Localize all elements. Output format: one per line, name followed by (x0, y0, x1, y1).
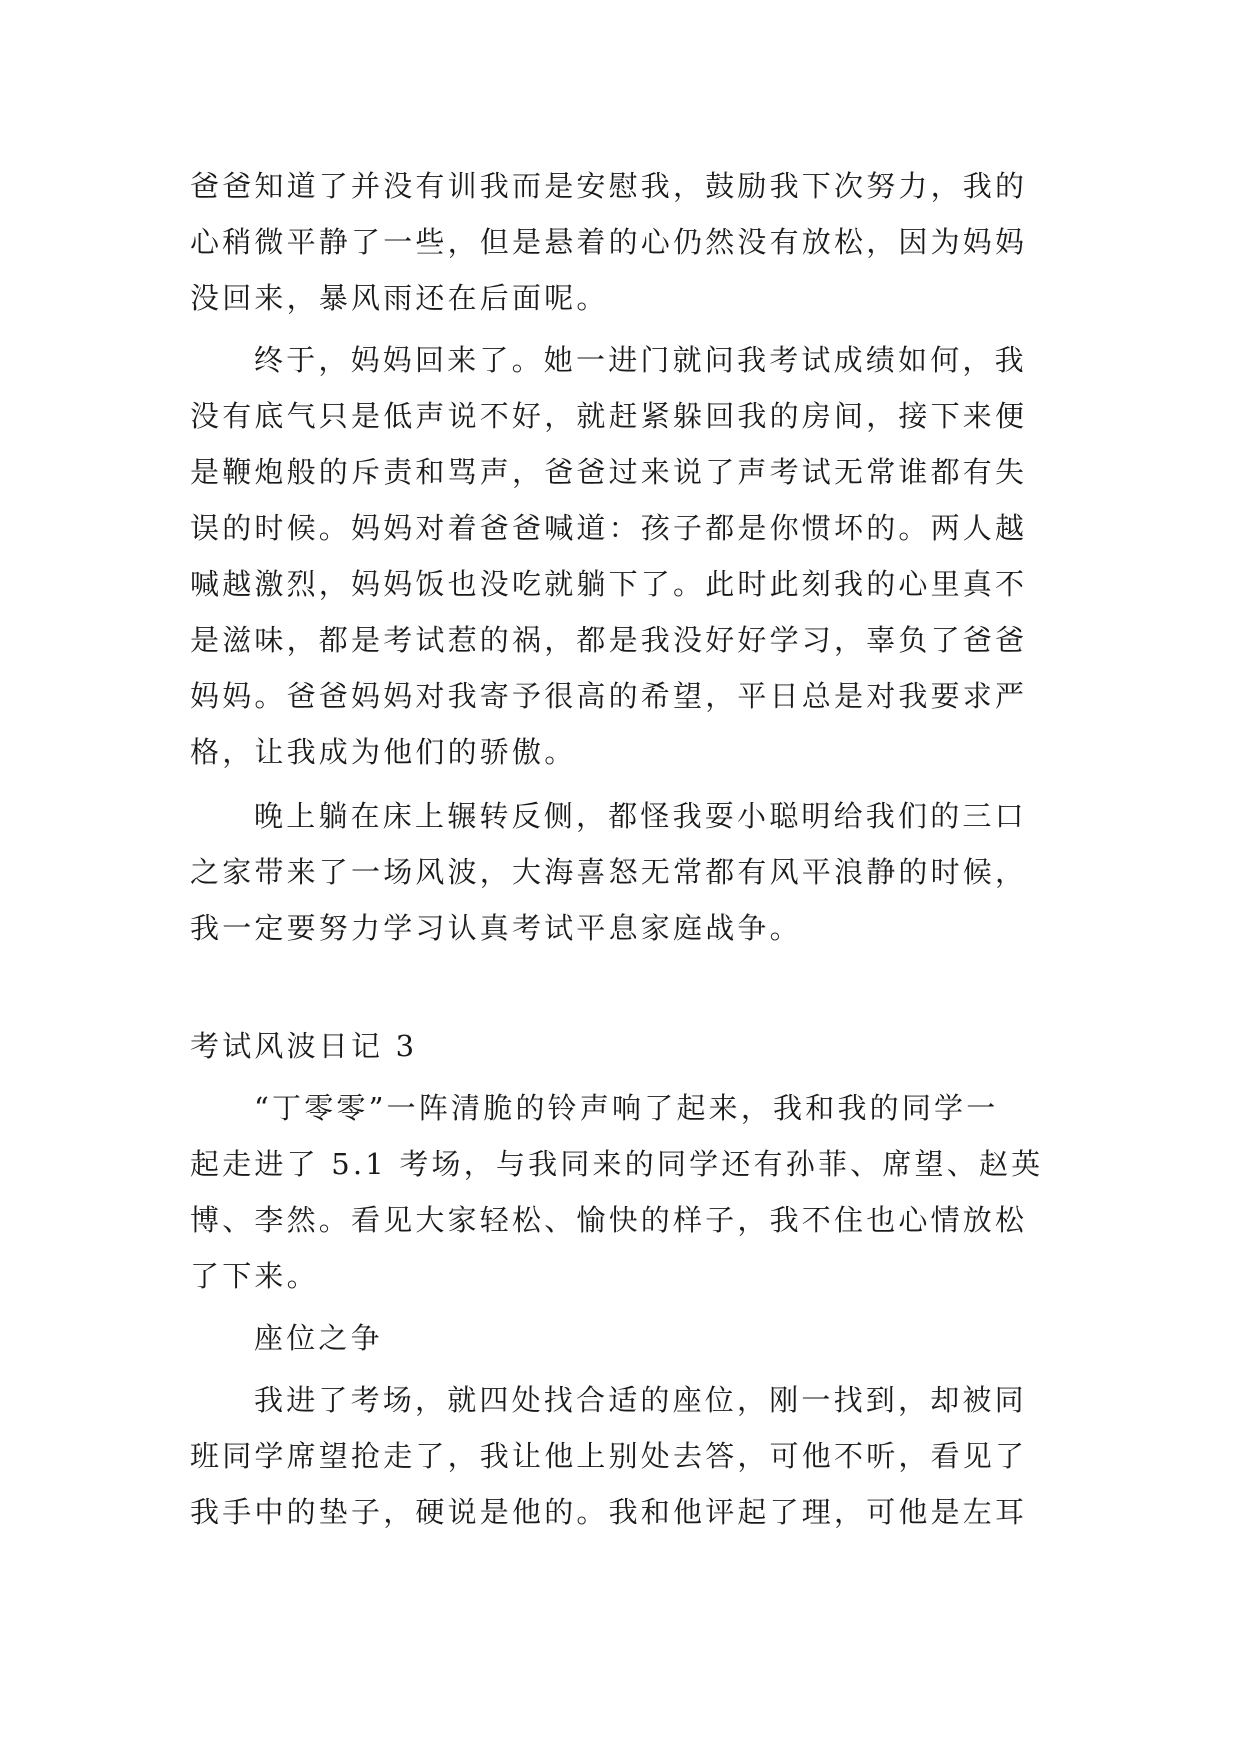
text-line: 没回来，暴风雨还在后面呢。 (190, 281, 609, 315)
text-line: 了下来。 (190, 1259, 319, 1293)
text-line: 终于，妈妈回来了。她一进门就问我考试成绩如何，我 (254, 343, 1027, 377)
text-line: 我进了考场，就四处找合适的座位，刚一找到，却被同 (254, 1383, 1027, 1417)
text-line: 格，让我成为他们的骄傲。 (190, 735, 577, 769)
text-line: 妈妈。爸爸妈妈对我寄予很高的希望，平日总是对我要求严 (190, 679, 1028, 713)
text-line: 爸爸知道了并没有训我而是安慰我，鼓励我下次努力，我的 (190, 169, 1028, 203)
text-line: 之家带来了一场风波，大海喜怒无常都有风平浪静的时候， (190, 855, 1028, 889)
text-line: 误的时候。妈妈对着爸爸喊道：孩子都是你惯坏的。两人越 (190, 511, 1028, 545)
text-line: 没有底气只是低声说不好，就赶紧躲回我的房间，接下来便 (190, 399, 1028, 433)
text-line: 心稍微平静了一些，但是悬着的心仍然没有放松，因为妈妈 (190, 225, 1028, 259)
text-line: 我一定要努力学习认真考试平息家庭战争。 (190, 911, 802, 945)
section-heading: 考试风波日记 3 (190, 1029, 418, 1063)
text-line: 晚上躺在床上辗转反侧，都怪我耍小聪明给我们的三口 (254, 799, 1027, 833)
text-line: 是滋味，都是考试惹的祸，都是我没好好学习，辜负了爸爸 (190, 623, 1028, 657)
text-line: “丁零零”一阵清脆的铃声响了起来，我和我的同学一 (254, 1091, 999, 1125)
text-line: 我手中的垫子，硬说是他的。我和他评起了理，可他是左耳 (190, 1495, 1028, 1529)
text-line: 喊越激烈，妈妈饭也没吃就躺下了。此时此刻我的心里真不 (190, 567, 1028, 601)
text-line: 起走进了 5.1 考场，与我同来的同学还有孙菲、席望、赵英 (190, 1147, 1044, 1181)
text-line: 博、李然。看见大家轻松、愉快的样子，我不住也心情放松 (190, 1203, 1028, 1237)
text-line: 班同学席望抢走了，我让他上别处去答，可他不听，看见了 (190, 1439, 1028, 1473)
text-line: 是鞭炮般的斥责和骂声，爸爸过来说了声考试无常谁都有失 (190, 455, 1028, 489)
subheading: 座位之争 (254, 1321, 383, 1355)
